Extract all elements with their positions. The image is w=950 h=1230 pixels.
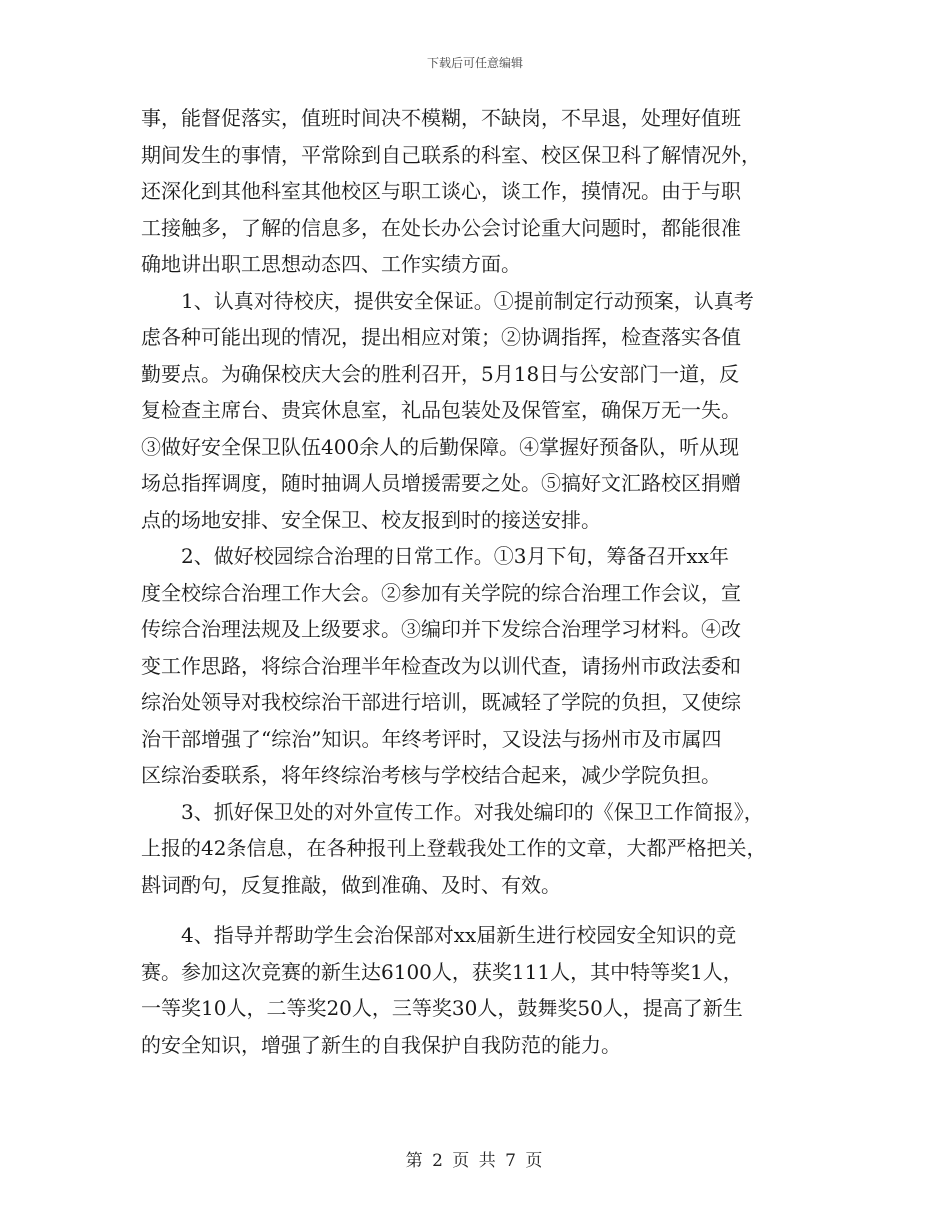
- page-number-footer: 第 2 页 共 7 页: [405, 1151, 545, 1171]
- text-line: 度全校综合治理工作大会。②参加有关学院的综合治理工作会议，宣: [141, 580, 741, 605]
- text-line: 事，能督促落实，值班时间决不模糊，不缺岗，不早退，处理好值班: [141, 106, 741, 130]
- text-line: 复检查主席台、贵宾休息室，礼品包装处及保管室，确保万无一失。: [141, 398, 741, 422]
- text-line: 勤要点。为确保校庆大会的胜利召开，5月18日与公安部门一道，反: [141, 361, 740, 386]
- page-header: 下载后可任意编辑: [426, 56, 523, 70]
- paragraph-continuation: [141, 100, 811, 283]
- text-line: 综治处领导对我校综治干部进行培训，既减轻了学院的负担，又使综: [141, 690, 741, 714]
- text-line: 区综治委联系，将年终综治考核与学校结合起来，减少学院负担。: [141, 763, 721, 787]
- paragraph-item-2: [141, 538, 811, 794]
- text-line: 3、抓好保卫处的对外宣传工作。对我处编印的《保卫工作简报》，: [181, 799, 764, 824]
- text-line: 工接触多，了解的信息多，在处长办公会讨论重大问题时，都能很准: [141, 215, 741, 240]
- text-line: 的安全知识，增强了新生的自我保护自我防范的能力。: [141, 1032, 621, 1057]
- text-line: 变工作思路，将综合治理半年检查改为以训代查，请扬州市政法委和: [141, 653, 741, 678]
- text-line: 4、指导并帮助学生会治保部对xx届新生进行校园安全知识的竞: [181, 923, 737, 947]
- text-line: 2、做好校园综合治理的日常工作。①3月下旬，筹备召开xx年: [181, 544, 730, 568]
- text-line: 1、认真对待校庆，提供安全保证。①提前制定行动预案，认真考: [181, 288, 754, 313]
- text-line: 虑各种可能出现的情况，提出相应对策；②协调指挥，检查落实各值: [141, 325, 741, 349]
- text-line: 场总指挥调度，随时抽调人员增援需要之处。⑤搞好文汇路校区捐赠: [141, 471, 741, 495]
- text-line: 传综合治理法规及上级要求。③编印并下发综合治理学习材料。④改: [141, 617, 741, 641]
- text-line: 点的场地安排、安全保卫、校友报到时的接送安排。: [141, 507, 601, 532]
- text-line: 还深化到其他科室其他校区与职工谈心，谈工作，摸情况。由于与职: [141, 179, 741, 203]
- paragraph-item-3: [141, 794, 811, 904]
- text-line: 赛。参加这次竞赛的新生达6100人，获奖111人，其中特等奖1人，: [141, 959, 743, 984]
- text-line: 确地讲出职工思想动态四、工作实绩方面。: [141, 252, 521, 276]
- text-line: 斟词酌句，反复推敲，做到准确、及时、有效。: [141, 872, 561, 897]
- text-line: 期间发生的事情，平常除到自己联系的科室、校区保卫科了解情况外，: [141, 142, 761, 167]
- text-line: 上报的42条信息，在各种报刊上登载我处工作的文章，大都严格把关，: [141, 836, 767, 860]
- text-line: 一等奖10人，二等奖20人，三等奖30人，鼓舞奖50人，提高了新生: [141, 996, 743, 1020]
- document-body: [141, 100, 811, 1063]
- paragraph-item-4: [141, 917, 811, 1063]
- text-line: ③做好安全保卫队伍400余人的后勤保障。④掌握好预备队，听从现: [141, 434, 740, 459]
- paragraph-item-1: [141, 283, 811, 539]
- text-line: 治干部增强了“综治”知识。年终考评时，又设法与扬州市及市属四: [141, 726, 722, 751]
